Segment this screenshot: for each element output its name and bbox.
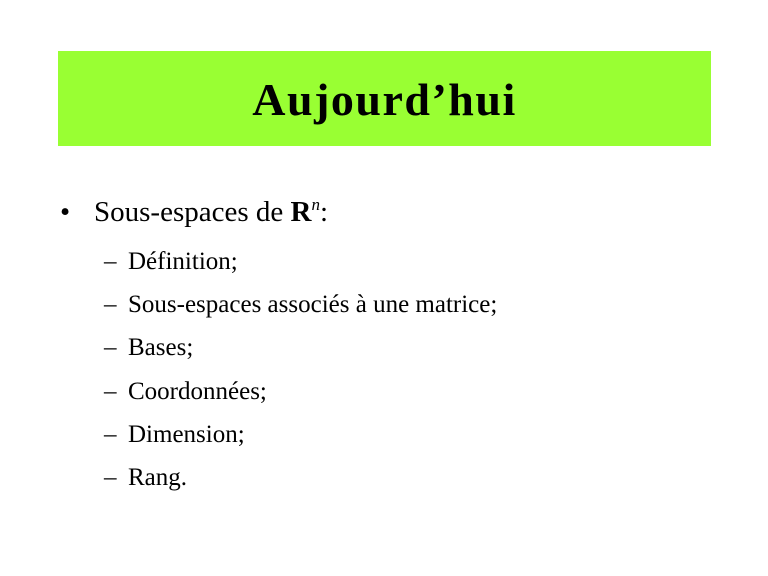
sub-bullet-item — [104, 413, 497, 456]
sub-bullet-text: Rang. — [128, 463, 188, 491]
main-bullet-text: Sous-espaces de — [94, 196, 291, 228]
main-bullet-colon: : — [319, 196, 329, 228]
sub-bullet-text: Dimension; — [128, 420, 245, 448]
dash-marker: – — [104, 334, 117, 362]
dimension-exponent: n — [311, 195, 320, 214]
sub-bullet-text: Bases; — [128, 334, 194, 362]
sub-bullet-item — [104, 283, 497, 326]
slide-title: Aujourd’hui — [252, 73, 517, 125]
sub-bullet-text: Définition; — [128, 248, 238, 275]
main-bullet — [60, 194, 328, 230]
sub-bullet-item — [104, 370, 497, 413]
sub-bullet-list — [104, 240, 497, 499]
sub-bullet-item — [104, 240, 497, 283]
real-space-symbol: R — [290, 196, 312, 228]
sub-bullet-text: Coordonnées; — [128, 377, 267, 405]
dash-marker: – — [104, 377, 117, 405]
bullet-marker: • — [60, 196, 71, 228]
dash-marker: – — [104, 463, 117, 491]
dash-marker: – — [104, 420, 117, 448]
title-banner — [58, 51, 711, 146]
dash-marker: – — [104, 291, 117, 319]
sub-bullet-item — [104, 456, 497, 499]
dash-marker: – — [104, 248, 117, 275]
sub-bullet-item — [104, 326, 497, 369]
sub-bullet-text: Sous-espaces associés à une matrice; — [128, 291, 498, 319]
